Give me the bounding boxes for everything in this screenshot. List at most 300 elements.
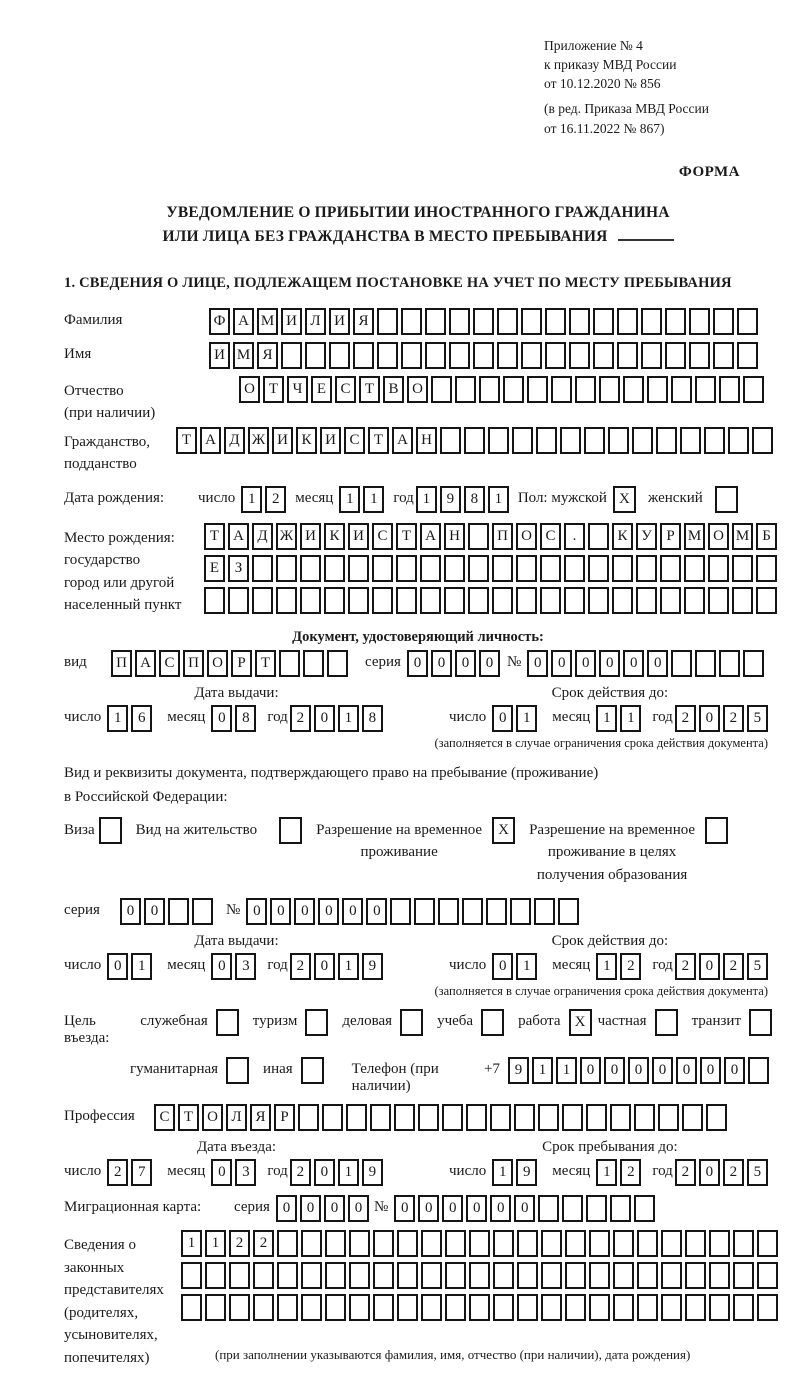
- digit-cell[interactable]: 9: [362, 1159, 383, 1186]
- char-cell[interactable]: [468, 587, 489, 614]
- char-cell[interactable]: [277, 1230, 298, 1257]
- char-cell[interactable]: [636, 555, 657, 582]
- char-cell[interactable]: [444, 587, 465, 614]
- digit-cell[interactable]: 2: [265, 486, 286, 513]
- char-cell[interactable]: [613, 1294, 634, 1321]
- digit-cell[interactable]: 1: [339, 486, 360, 513]
- char-cell[interactable]: А: [233, 308, 254, 335]
- char-cell[interactable]: [733, 1230, 754, 1257]
- digit-cell[interactable]: 2: [675, 705, 696, 732]
- digit-cell[interactable]: 2: [107, 1159, 128, 1186]
- char-cell[interactable]: [377, 342, 398, 369]
- digit-cell[interactable]: 0: [211, 705, 232, 732]
- digit-cell[interactable]: 1: [596, 705, 617, 732]
- char-cell[interactable]: [325, 1262, 346, 1289]
- char-cell[interactable]: [421, 1294, 442, 1321]
- char-cell[interactable]: 1: [532, 1057, 553, 1084]
- char-cell[interactable]: [569, 342, 590, 369]
- char-cell[interactable]: [733, 1294, 754, 1321]
- char-cell[interactable]: [468, 555, 489, 582]
- digit-cell[interactable]: 1: [516, 705, 537, 732]
- digit-cell[interactable]: 5: [747, 953, 768, 980]
- char-cell[interactable]: [632, 427, 653, 454]
- char-cell[interactable]: 0: [604, 1057, 625, 1084]
- char-cell[interactable]: [228, 587, 249, 614]
- digit-cell[interactable]: 9: [516, 1159, 537, 1186]
- char-cell[interactable]: [732, 555, 753, 582]
- char-cell[interactable]: Р: [274, 1104, 295, 1131]
- char-cell[interactable]: 0: [324, 1195, 345, 1222]
- digit-cell[interactable]: 0: [492, 953, 513, 980]
- char-cell[interactable]: [737, 308, 758, 335]
- digit-cell[interactable]: 9: [362, 953, 383, 980]
- char-cell[interactable]: Б: [756, 523, 777, 550]
- char-cell[interactable]: [421, 1230, 442, 1257]
- char-cell[interactable]: [503, 376, 524, 403]
- digit-cell[interactable]: 0: [314, 1159, 335, 1186]
- char-cell[interactable]: [560, 427, 581, 454]
- char-cell[interactable]: 0: [527, 650, 548, 677]
- char-cell[interactable]: [420, 587, 441, 614]
- char-cell[interactable]: [205, 1294, 226, 1321]
- char-cell[interactable]: Т: [396, 523, 417, 550]
- char-cell[interactable]: [541, 1294, 562, 1321]
- char-cell[interactable]: [756, 555, 777, 582]
- char-cell[interactable]: [377, 308, 398, 335]
- digit-cell[interactable]: 9: [440, 486, 461, 513]
- char-cell[interactable]: [396, 555, 417, 582]
- char-cell[interactable]: [421, 1262, 442, 1289]
- char-cell[interactable]: [486, 898, 507, 925]
- char-cell[interactable]: 0: [466, 1195, 487, 1222]
- char-cell[interactable]: [252, 587, 273, 614]
- char-cell[interactable]: [588, 523, 609, 550]
- char-cell[interactable]: [418, 1104, 439, 1131]
- char-cell[interactable]: [562, 1104, 583, 1131]
- char-cell[interactable]: [204, 587, 225, 614]
- char-cell[interactable]: 0: [348, 1195, 369, 1222]
- char-cell[interactable]: [685, 1262, 706, 1289]
- char-cell[interactable]: И: [272, 427, 293, 454]
- char-cell[interactable]: [743, 650, 764, 677]
- char-cell[interactable]: С: [344, 427, 365, 454]
- visa-checkbox[interactable]: [99, 817, 122, 844]
- char-cell[interactable]: [276, 587, 297, 614]
- char-cell[interactable]: [586, 1195, 607, 1222]
- digit-cell[interactable]: 2: [723, 1159, 744, 1186]
- char-cell[interactable]: А: [228, 523, 249, 550]
- char-cell[interactable]: [564, 555, 585, 582]
- char-cell[interactable]: [562, 1195, 583, 1222]
- char-cell[interactable]: [492, 555, 513, 582]
- char-cell[interactable]: [728, 427, 749, 454]
- char-cell[interactable]: [617, 308, 638, 335]
- char-cell[interactable]: Т: [359, 376, 380, 403]
- digit-cell[interactable]: 2: [620, 1159, 641, 1186]
- char-cell[interactable]: [431, 376, 452, 403]
- char-cell[interactable]: [589, 1262, 610, 1289]
- char-cell[interactable]: [757, 1230, 778, 1257]
- char-cell[interactable]: 0: [442, 1195, 463, 1222]
- char-cell[interactable]: [541, 1262, 562, 1289]
- char-cell[interactable]: 1: [205, 1230, 226, 1257]
- char-cell[interactable]: [325, 1230, 346, 1257]
- char-cell[interactable]: К: [612, 523, 633, 550]
- char-cell[interactable]: [536, 427, 557, 454]
- char-cell[interactable]: О: [207, 650, 228, 677]
- char-cell[interactable]: [610, 1195, 631, 1222]
- char-cell[interactable]: [181, 1262, 202, 1289]
- char-cell[interactable]: [612, 555, 633, 582]
- char-cell[interactable]: М: [233, 342, 254, 369]
- char-cell[interactable]: [277, 1294, 298, 1321]
- char-cell[interactable]: [684, 555, 705, 582]
- digit-cell[interactable]: 1: [241, 486, 262, 513]
- char-cell[interactable]: [444, 555, 465, 582]
- char-cell[interactable]: [575, 376, 596, 403]
- char-cell[interactable]: [709, 1294, 730, 1321]
- char-cell[interactable]: 0: [652, 1057, 673, 1084]
- char-cell[interactable]: [661, 1294, 682, 1321]
- char-cell[interactable]: [757, 1262, 778, 1289]
- char-cell[interactable]: Е: [311, 376, 332, 403]
- purpose-private-checkbox[interactable]: [655, 1009, 678, 1036]
- char-cell[interactable]: [565, 1294, 586, 1321]
- purpose-other-checkbox[interactable]: [301, 1057, 324, 1084]
- char-cell[interactable]: [462, 898, 483, 925]
- char-cell[interactable]: [277, 1262, 298, 1289]
- char-cell[interactable]: О: [407, 376, 428, 403]
- char-cell[interactable]: 0: [318, 898, 339, 925]
- char-cell[interactable]: [396, 587, 417, 614]
- char-cell[interactable]: 0: [246, 898, 267, 925]
- char-cell[interactable]: [538, 1104, 559, 1131]
- char-cell[interactable]: [425, 342, 446, 369]
- char-cell[interactable]: 0: [676, 1057, 697, 1084]
- char-cell[interactable]: 0: [418, 1195, 439, 1222]
- char-cell[interactable]: Т: [263, 376, 284, 403]
- char-cell[interactable]: [545, 308, 566, 335]
- char-cell[interactable]: [516, 555, 537, 582]
- char-cell[interactable]: [545, 342, 566, 369]
- char-cell[interactable]: [420, 555, 441, 582]
- char-cell[interactable]: [300, 587, 321, 614]
- char-cell[interactable]: [468, 523, 489, 550]
- digit-cell[interactable]: 1: [338, 953, 359, 980]
- char-cell[interactable]: Я: [257, 342, 278, 369]
- char-cell[interactable]: [425, 308, 446, 335]
- char-cell[interactable]: [685, 1294, 706, 1321]
- char-cell[interactable]: [660, 587, 681, 614]
- char-cell[interactable]: [665, 308, 686, 335]
- char-cell[interactable]: [229, 1262, 250, 1289]
- digit-cell[interactable]: 1: [363, 486, 384, 513]
- char-cell[interactable]: 0: [647, 650, 668, 677]
- char-cell[interactable]: 1: [556, 1057, 577, 1084]
- digit-cell[interactable]: 0: [699, 705, 720, 732]
- char-cell[interactable]: [551, 376, 572, 403]
- purpose-humanitarian-checkbox[interactable]: [226, 1057, 249, 1084]
- digit-cell[interactable]: 1: [488, 486, 509, 513]
- char-cell[interactable]: [586, 1104, 607, 1131]
- char-cell[interactable]: [588, 555, 609, 582]
- char-cell[interactable]: [538, 1195, 559, 1222]
- char-cell[interactable]: К: [324, 523, 345, 550]
- char-cell[interactable]: О: [202, 1104, 223, 1131]
- char-cell[interactable]: 0: [294, 898, 315, 925]
- digit-cell[interactable]: 2: [290, 953, 311, 980]
- digit-cell[interactable]: 0: [314, 953, 335, 980]
- char-cell[interactable]: [613, 1262, 634, 1289]
- char-cell[interactable]: И: [300, 523, 321, 550]
- char-cell[interactable]: [479, 376, 500, 403]
- char-cell[interactable]: [373, 1230, 394, 1257]
- char-cell[interactable]: [298, 1104, 319, 1131]
- char-cell[interactable]: [301, 1294, 322, 1321]
- char-cell[interactable]: [348, 555, 369, 582]
- char-cell[interactable]: [449, 308, 470, 335]
- char-cell[interactable]: [517, 1294, 538, 1321]
- char-cell[interactable]: [397, 1230, 418, 1257]
- digit-cell[interactable]: 0: [107, 953, 128, 980]
- char-cell[interactable]: Н: [416, 427, 437, 454]
- char-cell[interactable]: [565, 1262, 586, 1289]
- char-cell[interactable]: [695, 376, 716, 403]
- temp-residence-education-checkbox[interactable]: [705, 817, 728, 844]
- char-cell[interactable]: [229, 1294, 250, 1321]
- char-cell[interactable]: 0: [628, 1057, 649, 1084]
- char-cell[interactable]: 0: [366, 898, 387, 925]
- char-cell[interactable]: [303, 650, 324, 677]
- char-cell[interactable]: [660, 555, 681, 582]
- char-cell[interactable]: [469, 1262, 490, 1289]
- char-cell[interactable]: 0: [580, 1057, 601, 1084]
- char-cell[interactable]: Т: [255, 650, 276, 677]
- digit-cell[interactable]: 2: [723, 953, 744, 980]
- char-cell[interactable]: А: [420, 523, 441, 550]
- purpose-business-checkbox[interactable]: [400, 1009, 423, 1036]
- char-cell[interactable]: [527, 376, 548, 403]
- char-cell[interactable]: 9: [508, 1057, 529, 1084]
- digit-cell[interactable]: 2: [290, 1159, 311, 1186]
- char-cell[interactable]: [608, 427, 629, 454]
- char-cell[interactable]: [593, 308, 614, 335]
- char-cell[interactable]: 1: [181, 1230, 202, 1257]
- char-cell[interactable]: 0: [455, 650, 476, 677]
- char-cell[interactable]: [300, 555, 321, 582]
- char-cell[interactable]: [253, 1294, 274, 1321]
- char-cell[interactable]: П: [492, 523, 513, 550]
- char-cell[interactable]: [349, 1294, 370, 1321]
- char-cell[interactable]: [493, 1262, 514, 1289]
- char-cell[interactable]: [564, 587, 585, 614]
- char-cell[interactable]: [612, 587, 633, 614]
- char-cell[interactable]: Л: [226, 1104, 247, 1131]
- char-cell[interactable]: [569, 308, 590, 335]
- char-cell[interactable]: [276, 555, 297, 582]
- char-cell[interactable]: 0: [270, 898, 291, 925]
- char-cell[interactable]: [253, 1262, 274, 1289]
- char-cell[interactable]: [301, 1230, 322, 1257]
- char-cell[interactable]: [719, 376, 740, 403]
- char-cell[interactable]: Е: [204, 555, 225, 582]
- char-cell[interactable]: [689, 308, 710, 335]
- char-cell[interactable]: И: [209, 342, 230, 369]
- char-cell[interactable]: 0: [514, 1195, 535, 1222]
- digit-cell[interactable]: 2: [290, 705, 311, 732]
- char-cell[interactable]: [493, 1294, 514, 1321]
- char-cell[interactable]: Д: [252, 523, 273, 550]
- char-cell[interactable]: Р: [231, 650, 252, 677]
- char-cell[interactable]: М: [684, 523, 705, 550]
- char-cell[interactable]: [346, 1104, 367, 1131]
- purpose-official-checkbox[interactable]: [216, 1009, 239, 1036]
- char-cell[interactable]: [252, 555, 273, 582]
- char-cell[interactable]: [617, 342, 638, 369]
- digit-cell[interactable]: 2: [620, 953, 641, 980]
- digit-cell[interactable]: 3: [235, 953, 256, 980]
- char-cell[interactable]: Д: [224, 427, 245, 454]
- char-cell[interactable]: 0: [551, 650, 572, 677]
- char-cell[interactable]: [641, 308, 662, 335]
- purpose-work-checkbox[interactable]: X: [569, 1009, 592, 1036]
- char-cell[interactable]: [490, 1104, 511, 1131]
- char-cell[interactable]: [610, 1104, 631, 1131]
- char-cell[interactable]: [469, 1294, 490, 1321]
- char-cell[interactable]: Н: [444, 523, 465, 550]
- char-cell[interactable]: [689, 342, 710, 369]
- char-cell[interactable]: [373, 1262, 394, 1289]
- char-cell[interactable]: [168, 898, 189, 925]
- char-cell[interactable]: [517, 1230, 538, 1257]
- digit-cell[interactable]: 0: [492, 705, 513, 732]
- char-cell[interactable]: [325, 1294, 346, 1321]
- char-cell[interactable]: 0: [700, 1057, 721, 1084]
- digit-cell[interactable]: 8: [362, 705, 383, 732]
- char-cell[interactable]: 0: [342, 898, 363, 925]
- digit-cell[interactable]: 1: [620, 705, 641, 732]
- char-cell[interactable]: [521, 342, 542, 369]
- char-cell[interactable]: [279, 650, 300, 677]
- digit-cell[interactable]: 0: [699, 1159, 720, 1186]
- char-cell[interactable]: [445, 1294, 466, 1321]
- char-cell[interactable]: [748, 1057, 769, 1084]
- char-cell[interactable]: С: [335, 376, 356, 403]
- char-cell[interactable]: Ч: [287, 376, 308, 403]
- char-cell[interactable]: [661, 1230, 682, 1257]
- char-cell[interactable]: [205, 1262, 226, 1289]
- char-cell[interactable]: [671, 650, 692, 677]
- char-cell[interactable]: [588, 587, 609, 614]
- char-cell[interactable]: [372, 587, 393, 614]
- char-cell[interactable]: [732, 587, 753, 614]
- char-cell[interactable]: [680, 427, 701, 454]
- char-cell[interactable]: [558, 898, 579, 925]
- digit-cell[interactable]: 8: [235, 705, 256, 732]
- char-cell[interactable]: А: [392, 427, 413, 454]
- char-cell[interactable]: [636, 587, 657, 614]
- char-cell[interactable]: А: [200, 427, 221, 454]
- digit-cell[interactable]: 0: [211, 953, 232, 980]
- char-cell[interactable]: [514, 1104, 535, 1131]
- char-cell[interactable]: И: [348, 523, 369, 550]
- digit-cell[interactable]: 6: [131, 705, 152, 732]
- char-cell[interactable]: 0: [724, 1057, 745, 1084]
- char-cell[interactable]: [733, 1262, 754, 1289]
- char-cell[interactable]: [510, 898, 531, 925]
- char-cell[interactable]: [390, 898, 411, 925]
- char-cell[interactable]: [301, 1262, 322, 1289]
- char-cell[interactable]: [584, 427, 605, 454]
- char-cell[interactable]: Ж: [276, 523, 297, 550]
- char-cell[interactable]: [181, 1294, 202, 1321]
- digit-cell[interactable]: 8: [464, 486, 485, 513]
- digit-cell[interactable]: 0: [699, 953, 720, 980]
- char-cell[interactable]: 0: [599, 650, 620, 677]
- char-cell[interactable]: [370, 1104, 391, 1131]
- char-cell[interactable]: [695, 650, 716, 677]
- digit-cell[interactable]: 2: [675, 953, 696, 980]
- char-cell[interactable]: С: [372, 523, 393, 550]
- char-cell[interactable]: [473, 308, 494, 335]
- char-cell[interactable]: [752, 427, 773, 454]
- char-cell[interactable]: [372, 555, 393, 582]
- char-cell[interactable]: 0: [394, 1195, 415, 1222]
- char-cell[interactable]: [192, 898, 213, 925]
- char-cell[interactable]: [623, 376, 644, 403]
- char-cell[interactable]: [414, 898, 435, 925]
- char-cell[interactable]: [661, 1262, 682, 1289]
- char-cell[interactable]: О: [708, 523, 729, 550]
- char-cell[interactable]: [704, 427, 725, 454]
- char-cell[interactable]: 2: [229, 1230, 250, 1257]
- digit-cell[interactable]: 1: [107, 705, 128, 732]
- char-cell[interactable]: [327, 650, 348, 677]
- char-cell[interactable]: Т: [176, 427, 197, 454]
- char-cell[interactable]: Ж: [248, 427, 269, 454]
- char-cell[interactable]: 0: [623, 650, 644, 677]
- char-cell[interactable]: [613, 1230, 634, 1257]
- char-cell[interactable]: [540, 555, 561, 582]
- char-cell[interactable]: [541, 1230, 562, 1257]
- char-cell[interactable]: [488, 427, 509, 454]
- char-cell[interactable]: [445, 1230, 466, 1257]
- digit-cell[interactable]: 2: [675, 1159, 696, 1186]
- char-cell[interactable]: [466, 1104, 487, 1131]
- char-cell[interactable]: 2: [253, 1230, 274, 1257]
- char-cell[interactable]: [634, 1195, 655, 1222]
- char-cell[interactable]: [397, 1262, 418, 1289]
- char-cell[interactable]: 0: [479, 650, 500, 677]
- char-cell[interactable]: З: [228, 555, 249, 582]
- char-cell[interactable]: [589, 1230, 610, 1257]
- char-cell[interactable]: [637, 1230, 658, 1257]
- char-cell[interactable]: [497, 308, 518, 335]
- digit-cell[interactable]: 1: [416, 486, 437, 513]
- digit-cell[interactable]: 1: [492, 1159, 513, 1186]
- char-cell[interactable]: [516, 587, 537, 614]
- gender-male-checkbox[interactable]: X: [613, 486, 636, 513]
- char-cell[interactable]: [658, 1104, 679, 1131]
- char-cell[interactable]: [322, 1104, 343, 1131]
- char-cell[interactable]: [647, 376, 668, 403]
- char-cell[interactable]: [473, 342, 494, 369]
- char-cell[interactable]: [534, 898, 555, 925]
- char-cell[interactable]: Л: [305, 308, 326, 335]
- digit-cell[interactable]: 5: [747, 705, 768, 732]
- char-cell[interactable]: П: [183, 650, 204, 677]
- char-cell[interactable]: С: [154, 1104, 175, 1131]
